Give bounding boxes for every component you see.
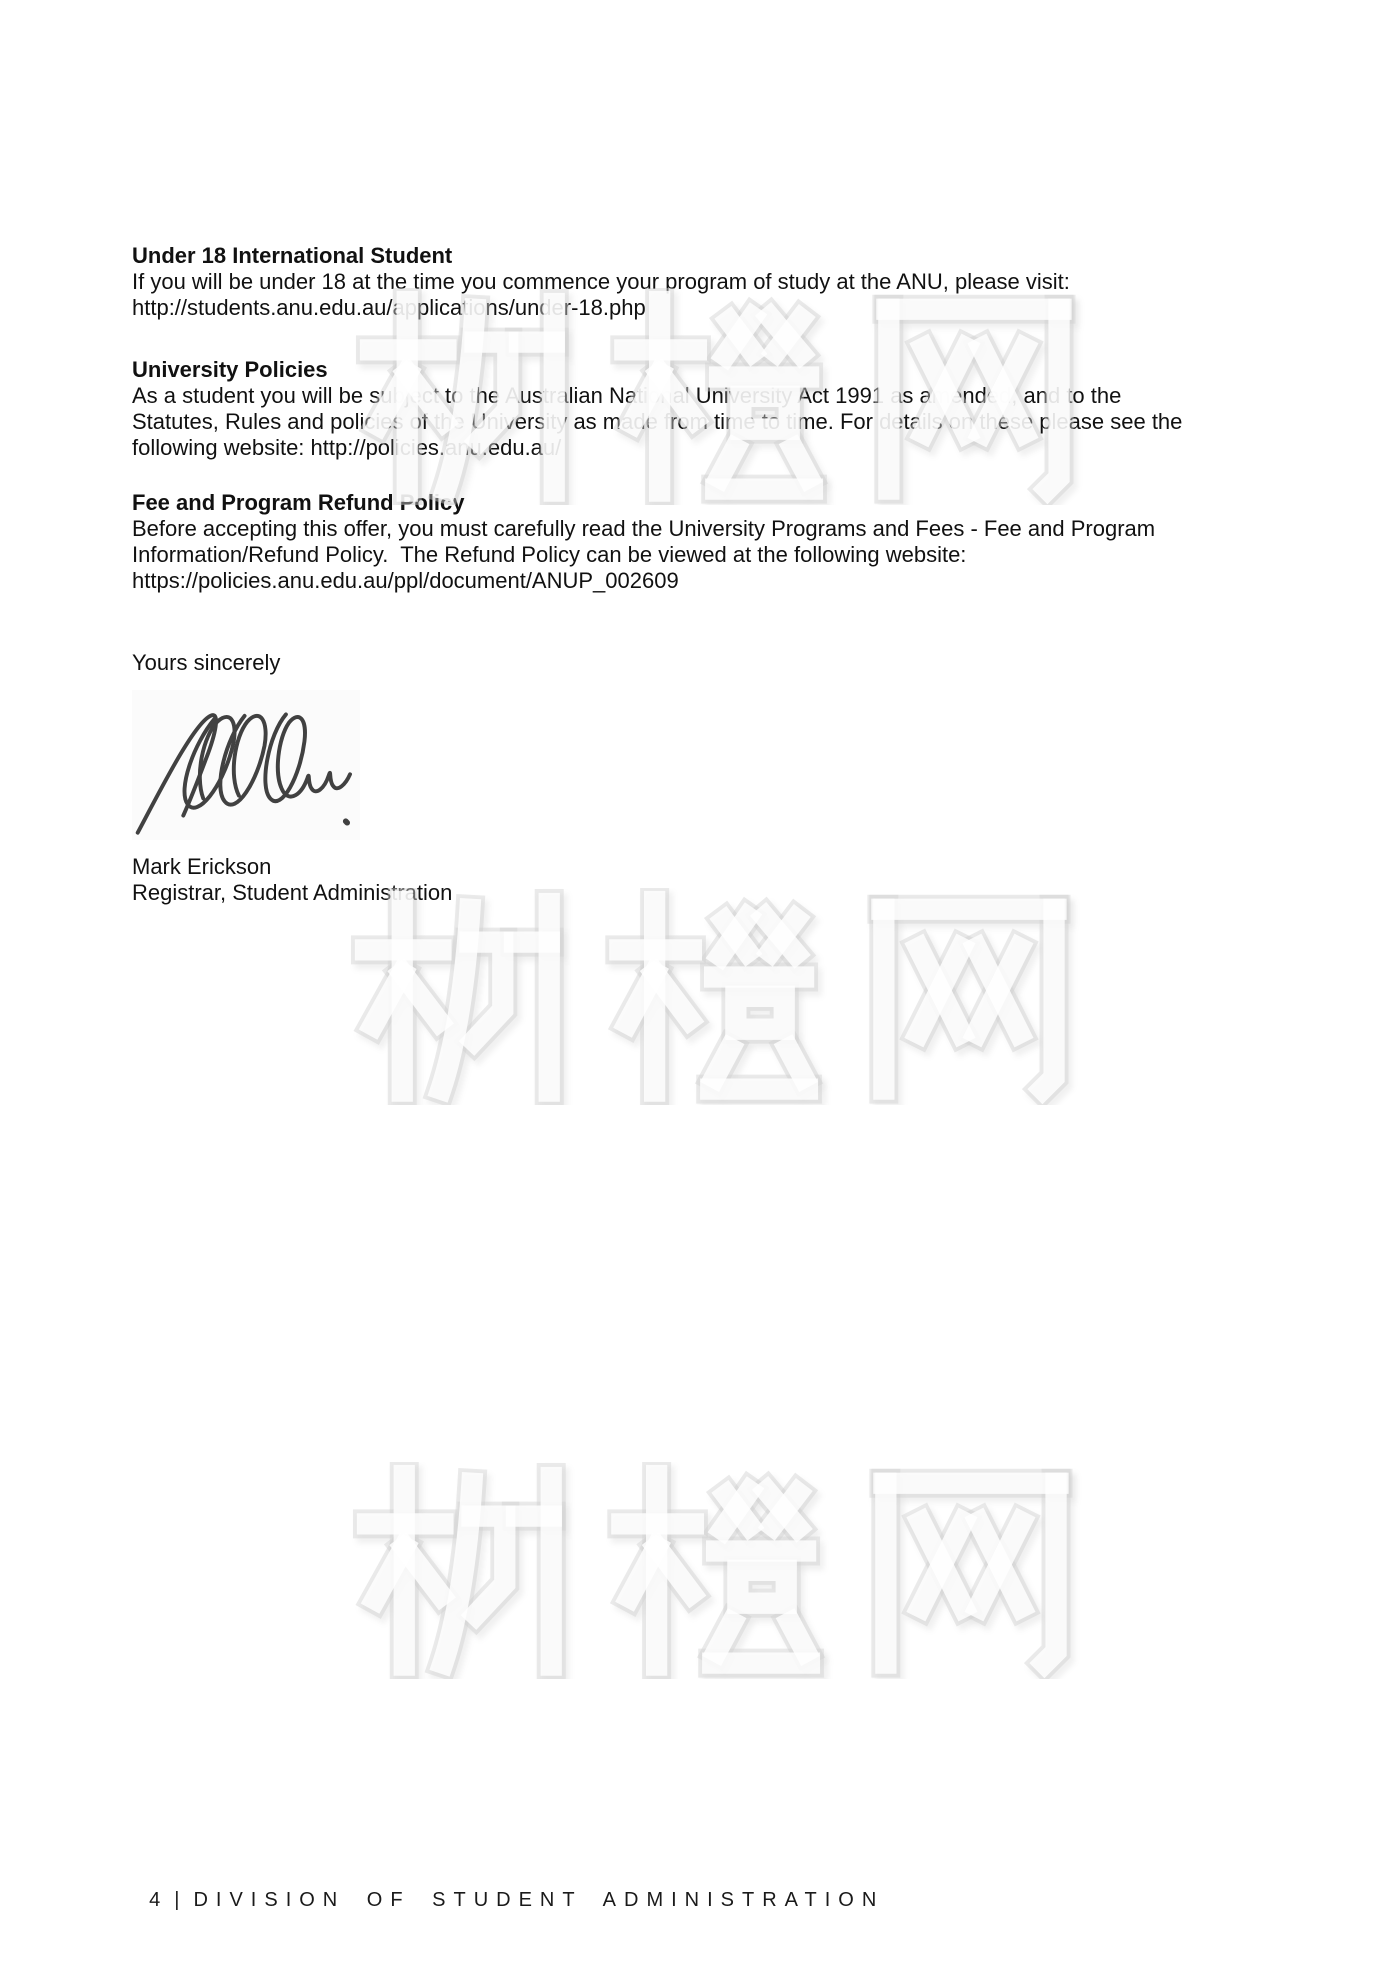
paragraph-line-url: http://students.anu.edu.au/applications/under-18.php [132, 295, 646, 320]
watermark-text [350, 888, 1085, 1105]
paragraph-line: Before accepting this offer, you must carefully read the University Programs and Fees - Fee and Program [132, 516, 1156, 541]
paragraph-line-url: https://policies.anu.edu.au/ppl/document/ANUP_002609 [132, 568, 679, 593]
section-heading: University Policies [132, 357, 328, 382]
signature-image [132, 690, 360, 840]
section-under-18 [132, 243, 1182, 321]
paragraph-line-url: following website: http://policies.anu.edu.au/ [132, 435, 562, 460]
paragraph-line: As a student you will be subject to the Australian National University Act 1991 as amended, and to the [132, 383, 1122, 408]
footer-page-number: 4 [149, 1889, 169, 1911]
footer-separator: | [174, 1889, 188, 1911]
section-refund-policy [132, 490, 1182, 594]
watermark-text [352, 1462, 1087, 1679]
section-heading: Under 18 International Student [132, 243, 453, 268]
closing-salutation: Yours sincerely [132, 650, 281, 675]
section-heading: Fee and Program Refund Policy [132, 490, 465, 515]
signatory-name: Mark Erickson [132, 854, 272, 879]
signatory-title: Registrar, Student Administration [132, 880, 453, 905]
paragraph-line: Information/Refund Policy. The Refund Policy can be viewed at the following website: [132, 542, 967, 567]
footer-department: DIVISION OF STUDENT ADMINISTRATION [193, 1889, 885, 1911]
letter-body [132, 243, 1182, 906]
page-footer [106, 1866, 890, 1912]
paragraph-line: If you will be under 18 at the time you commence your program of study at the ANU, please visit: [132, 269, 1070, 294]
section-university-policies [132, 357, 1182, 461]
signatory-block [132, 854, 1182, 906]
paragraph-line: Statutes, Rules and policies of the University as made from time to time. For details on these please see the [132, 409, 1183, 434]
